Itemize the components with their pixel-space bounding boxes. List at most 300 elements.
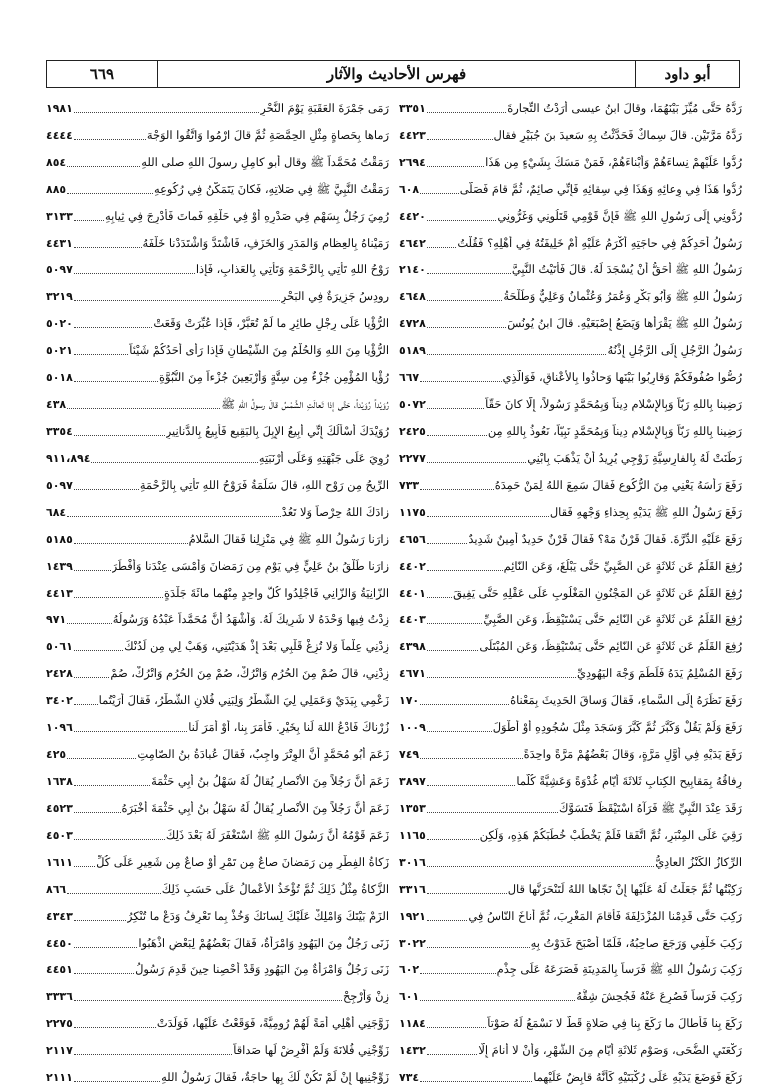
entry-text: رُدُّونِي إِلَى رَسُولِ اللهِ ﷺ فَإِنَّ قَوْمِي قَتَلُونِي وَغَرُّونِي xyxy=(497,208,742,223)
index-entry xyxy=(46,790,389,817)
leader-dots xyxy=(74,808,121,813)
entry-text: رَضِينا بِاللهِ رَبّاً وَبِالإِسْلامِ دِيناً وَبِمُحَمَّدٍ رَسُولاً، إِلَّا كانَ حَقّاً xyxy=(485,397,742,412)
hadith-number: ١٠٩٦ xyxy=(46,721,73,735)
entry-text: زَنَى رَجُلٌ وَامْرَأَةٌ مِنَ اليَهُودِ وَقَدْ أُحْصِنا حِينَ قَدِمَ رَسُولُ xyxy=(135,962,389,977)
index-entry xyxy=(46,844,389,871)
hadith-number: ٤٤٠١ xyxy=(399,586,426,600)
index-entry xyxy=(399,144,742,171)
entry-text: رَفَعَ نَظَرَهُ إِلَى السَّماءِ، فَقالَ وَساقَ الحَدِيثَ بِمَعْناهُ xyxy=(510,693,742,708)
entry-text: زَوِّجْنِي فُلانَةَ وَلَمْ أَفْرِضْ لَها صَداقاً xyxy=(233,1043,389,1058)
entry-text: رُدُّوا عَلَيْهِمْ نِساءَهُمْ وَأَبْناءَهُمْ، فَمَنْ مَسَكَ بِشَيْءٍ مِن هَذَا xyxy=(485,154,742,169)
leader-dots xyxy=(74,350,128,355)
index-entry xyxy=(399,359,742,386)
entry-text: زارَنا رَسُولُ اللهِ ﷺ فِي مَنْزِلِنا فَقالَ السَّلامُ xyxy=(188,531,389,546)
hadith-number: ٤٦٧١ xyxy=(399,667,426,681)
hadith-number: ١٠٠٩ xyxy=(399,721,426,735)
hadith-number: ٣٣٥١ xyxy=(399,101,426,115)
index-entry xyxy=(399,440,742,467)
entry-text: رَكِبَ خَلْفِي وَرَجَعَ صاحِبُهُ، فَلَمّا أَصْبَحَ غَدَوْتُ بِهِ xyxy=(530,935,742,950)
leader-dots xyxy=(74,673,110,678)
index-entry xyxy=(399,817,742,844)
left-column xyxy=(46,90,389,1086)
index-entry xyxy=(399,1059,742,1086)
index-entry xyxy=(399,575,742,602)
index-entry xyxy=(46,90,389,117)
leader-dots xyxy=(420,969,496,974)
index-entry xyxy=(46,871,389,898)
entry-text: زِدْتُ فِيها وَحْدَهُ لا شَرِيكَ لَهُ. وَأَشْهَدُ أَنَّ مُحَمَّداً عَبْدُهُ وَرَسُولُهُ xyxy=(112,612,389,627)
leader-dots xyxy=(74,135,146,140)
hadith-number: ٤٦٤٢ xyxy=(399,236,426,250)
hadith-number: ٥١٨٥ xyxy=(46,532,73,546)
leader-dots xyxy=(427,727,492,732)
index-entry xyxy=(46,709,389,736)
index-entry xyxy=(399,1032,742,1059)
leader-dots xyxy=(420,189,459,194)
index-entry xyxy=(399,952,742,979)
index-entry xyxy=(399,225,742,252)
leader-dots xyxy=(427,512,549,517)
entry-text: رَوْحُ اللهِ تَأْتِي بِالرَّحْمَةِ وَتَأْتِي بِالعَذابِ، فَإِذا xyxy=(195,262,389,277)
leader-dots xyxy=(427,1050,478,1055)
entry-text: زادَكَ اللهُ حِرْصاً وَلا تَعُدْ xyxy=(281,504,389,519)
hadith-number: ٦٠٢ xyxy=(399,963,420,977)
leader-dots xyxy=(420,754,522,759)
entry-text: رَكِبَ حَتَّى قَدِمْنا المُزْدَلِفَةَ فَأَقامَ المَغْرِبَ، ثُمَّ أَناخَ النّاسُ فِي xyxy=(468,908,742,923)
page-header xyxy=(46,60,740,88)
entry-text: رَضِينا بِاللهِ رَبّاً وَبِالإِسْلامِ دِيناً وَبِمُحَمَّدٍ نَبِيّاً، نَعُوذُ بِاللهِ مِن xyxy=(487,423,742,438)
index-entry xyxy=(46,521,389,548)
index-entry xyxy=(399,602,742,629)
index-entry xyxy=(46,332,389,359)
hadith-number: ٤٤٠٢ xyxy=(399,559,426,573)
index-entry xyxy=(399,494,742,521)
hadith-number: ٢٤٢٨ xyxy=(46,667,73,681)
index-entry xyxy=(399,871,742,898)
hadith-number: ٤٥٠٣ xyxy=(46,828,73,842)
leader-dots xyxy=(420,377,501,382)
index-entry xyxy=(46,225,389,252)
leader-dots xyxy=(74,1050,232,1055)
hadith-number: ٤٧٢٨ xyxy=(399,317,426,331)
hadith-number: ١١٨٤ xyxy=(399,1017,426,1031)
index-entry xyxy=(46,736,389,763)
leader-dots xyxy=(74,566,111,571)
entry-text: زَوَّجَنِي أَهْلِي أَمَةً لَهُمْ رُومِيَّةً، فَوَقَعْتُ عَلَيْها، فَوَلَدَتْ xyxy=(156,1016,389,1031)
entry-text: رَكْعَتَيِ الضُّحَى، وَصَوْمِ ثَلاثَةِ أَيّامٍ مِنَ الشَّهْرِ، وَأَنْ لا أَنامَ إِلَّا xyxy=(478,1043,742,1058)
hadith-number: ٣٤٠٢ xyxy=(46,694,73,708)
hadith-number: ٤٤٣١ xyxy=(46,236,73,250)
entry-text: زِدْنِي، قالَ صُمْ مِنَ الحُرُمِ وَاتْرُكْ، صُمْ مِنَ الحُرُمِ وَاتْرُكْ، صُمْ xyxy=(110,666,389,681)
leader-dots xyxy=(427,835,479,840)
index-entry xyxy=(46,628,389,655)
index-entry xyxy=(399,790,742,817)
index-entry xyxy=(46,171,389,198)
index-entry xyxy=(399,898,742,925)
hadith-number: ٤٤٥٠ xyxy=(46,936,73,950)
hadith-number: ٤٤٠٣ xyxy=(399,613,426,627)
leader-dots xyxy=(74,1023,156,1028)
leader-dots xyxy=(427,404,484,409)
entry-text: رَدَّهُ حَتَّى مُيِّزَ بَيْنَهُمَا، وقالَ ابنُ عيسى أَرَدْتُ التِّجارةَ xyxy=(507,100,742,115)
leader-dots xyxy=(427,323,506,328)
leader-dots xyxy=(74,377,158,382)
hadith-number: ١٦١١ xyxy=(46,855,73,869)
index-entry xyxy=(46,763,389,790)
index-entry xyxy=(46,467,389,494)
entry-text: زَعْمِي بِيَدَيْ وَعَمَلِي لِيَ الشَّطْرُ وَلِبَنِي فُلانٍ الشَّطْرُ، فَقالَ أَرَيْتُما xyxy=(98,693,389,708)
leader-dots xyxy=(427,135,493,140)
entry-text: رَكِبَ رَسُولُ اللهِ ﷺ فَرَساً بِالمَدِينَةِ فَصَرَعَهُ عَلَى جِذْمٍ xyxy=(496,962,742,977)
hadith-number: ٤٤٢٠ xyxy=(399,209,426,223)
hadith-number: ٤٣٨ xyxy=(46,398,67,412)
index-entry xyxy=(46,305,389,332)
entry-text: رَماها بِحَصاةٍ مِثْلِ الحِمَّصَةِ ثُمَّ قالَ ارْمُوا وَاتَّقُوا الوَجْهَ xyxy=(146,127,389,142)
index-entry xyxy=(46,655,389,682)
entry-text: رَدَّهُ مَرَّتَيْنِ. قالَ سِماكٌ فَحَدَّثْتُ بِهِ سَعيدَ بنَ جُبَيْرٍ فقال xyxy=(493,127,742,142)
entry-text: الرُّؤْيا مِنَ اللهِ وَالحُلْمُ مِنَ الشَّيْطانِ فَإِذا رَأَى أَحَدُكُمْ شَيْئاً xyxy=(129,343,389,358)
index-entry xyxy=(399,682,742,709)
entry-text: زَكاةُ الفِطْرِ مِن رَمَضانَ صاعٌ مِن تَمْرٍ أَوْ صاعٌ مِن شَعِيرٍ عَلَى كُلِّ xyxy=(96,854,389,869)
leader-dots xyxy=(74,593,163,598)
entry-text: الزَّكاةُ مِثْلُ ذَلِكَ ثُمَّ تُؤْخَذُ الأَعْمالُ عَلَى حَسَبِ ذَلِكَ xyxy=(161,881,389,896)
hadith-number: ٤٤٢٣ xyxy=(399,128,426,142)
leader-dots xyxy=(420,485,494,490)
index-entry xyxy=(46,817,389,844)
hadith-number: ٧٤٩ xyxy=(399,748,420,762)
index-entry xyxy=(399,278,742,305)
entry-text: زِنْ وَأَرْجِحْ xyxy=(342,989,389,1004)
leader-dots xyxy=(67,189,153,194)
entry-text: الزَمْ بَيْتَكَ وَامْلِكْ عَلَيْكَ لِسانَكَ وَخُذْ بِما تَعْرِفُ وَدَعْ ما تُنْكِرُ xyxy=(126,908,389,923)
hadith-number: ٣٠١٦ xyxy=(399,855,426,869)
leader-dots xyxy=(427,646,479,651)
leader-dots xyxy=(420,1077,532,1082)
hadith-number: ٣٨٩٧ xyxy=(399,774,426,788)
entry-text: رَمَى جَمْرَةَ العَقَبَةِ يَوْمَ النَّحْرِ xyxy=(260,100,389,115)
entry-text: رَفَعَ وَلَمْ يَقُلْ وَكَبَّرَ ثُمَّ كَبَّرَ وَسَجَدَ مِثْلَ سُجُودِهِ أَوْ أَطْوَلَ xyxy=(492,720,742,735)
hadith-number: ١١٧٥ xyxy=(399,505,426,519)
hadith-number: ٧٣٤ xyxy=(399,1071,420,1085)
hadith-number: ٢٤٢٥ xyxy=(399,424,426,438)
index-entry xyxy=(46,386,389,413)
leader-dots xyxy=(74,108,259,113)
leader-dots xyxy=(427,269,511,274)
leader-dots xyxy=(427,431,487,436)
hadith-number: ٣٣٣٦ xyxy=(46,990,73,1004)
entry-text: الرِّيحُ مِن رَوْحِ اللهِ، قالَ سَلَمَةُ فَرَوْحُ اللهِ تَأْتِي بِالرَّحْمَةِ xyxy=(139,477,389,492)
index-entry xyxy=(46,952,389,979)
hadith-number: ١٧٠ xyxy=(399,694,420,708)
index-entry xyxy=(399,521,742,548)
leader-dots xyxy=(67,512,281,517)
entry-text: زَعَمَ قَوْمُهُ أَنَّ رَسُولَ اللهِ ﷺ اسْتَغْفَرَ لَهُ بَعْدَ ذَلِكَ xyxy=(165,827,389,842)
entry-text: رُؤْيا المُؤْمِنِ جُزْءٌ مِن سِتَّةٍ وَأَرْبَعِينَ جُزْءاً مِنَ النُّبُوَّةِ xyxy=(159,370,389,385)
entry-text: زَعَمَ أَنَّ رَجُلاً مِنَ الأَنْصارِ يُقالُ لَهُ سَهْلُ بنُ أَبِي حَثْمَةَ xyxy=(151,773,389,788)
hadith-number: ٢٢٧٥ xyxy=(46,1017,73,1031)
index-entry xyxy=(399,548,742,575)
entry-text: زِدْنِي عِلْماً وَلا تُزِغْ قَلْبِي بَعْدَ إِذْ هَدَيْتَنِي، وَهَبْ لِي مِن لَدُنْكَ xyxy=(124,639,389,654)
leader-dots xyxy=(67,754,136,759)
index-entry xyxy=(399,386,742,413)
index-entry xyxy=(399,467,742,494)
index-entry xyxy=(46,413,389,440)
hadith-number: ١٤٣٢ xyxy=(399,1044,426,1058)
index-entry xyxy=(46,440,389,467)
index-entry xyxy=(46,494,389,521)
index-entry xyxy=(46,925,389,952)
hadith-number: ٣٣١٦ xyxy=(399,882,426,896)
entry-text: الرُّؤْيا عَلَى رِجْلِ طائِرٍ ما لَمْ تُعَبَّرْ، فَإِذا عُبِّرَتْ وَقَعَتْ xyxy=(153,316,389,331)
leader-dots xyxy=(74,1077,160,1082)
hadith-number: ٢١١١ xyxy=(46,1071,73,1085)
index-entry xyxy=(399,978,742,1005)
index-entry xyxy=(399,844,742,871)
index-entry xyxy=(46,198,389,225)
entry-text: الزّانِيَةُ وَالزّانِي فَاجْلِدُوا كُلَّ واحِدٍ مِنْهُما مائَةَ جَلْدَةٍ xyxy=(164,585,389,600)
leader-dots xyxy=(74,862,95,867)
leader-dots xyxy=(91,458,257,463)
index-entry xyxy=(46,548,389,575)
page-number: ٦٦٩ xyxy=(47,61,158,87)
index-entry xyxy=(46,898,389,925)
leader-dots xyxy=(74,969,134,974)
hadith-number: ٣٢١٩ xyxy=(46,290,73,304)
leader-dots xyxy=(74,835,165,840)
index-entry xyxy=(399,305,742,332)
entry-text: رَفَعَ يَدَيْهِ فِي أَوَّلِ مَرَّةٍ، وَقالَ بَعْضُهُمْ مَرَّةً واحِدَةً xyxy=(523,747,742,762)
entry-text: زُرْناكَ فَادْعُ اللهَ لَنا بِخَيْرٍ. فَأَمَرَ بِنا، أَوْ أَمَرَ لَنا xyxy=(188,720,389,735)
entry-text: رَفَعَ المُسْلِمُ يَدَهُ فَلَطَمَ وَجْهَ اليَهُودِيِّ xyxy=(577,666,742,681)
hadith-number: ١١٦٥ xyxy=(399,828,426,842)
hadith-number: ٥٠٩٧ xyxy=(46,478,73,492)
entry-text: زَنَى رَجُلٌ مِنَ اليَهُودِ وَامْرَأَةٌ، فَقالَ بَعْضُهُمْ لِبَعْضٍ اذْهَبُوا xyxy=(138,935,389,950)
index-entry xyxy=(399,198,742,225)
leader-dots xyxy=(427,781,516,786)
leader-dots xyxy=(74,916,126,921)
leader-dots xyxy=(74,727,187,732)
entry-text: رَكِبْتُها ثُمَّ جَعَلْتُ لَهُ عَلَيْها إِنْ نَجّاها اللهُ لَتَنْحَرَنَّها قال xyxy=(507,881,742,896)
hadith-number: ٩١١،٨٩٤ xyxy=(46,451,91,465)
leader-dots xyxy=(74,323,153,328)
hadith-number: ٩٧١ xyxy=(46,613,67,627)
leader-dots xyxy=(74,539,188,544)
hadith-number: ٨٥٤ xyxy=(46,155,67,169)
index-entry xyxy=(399,655,742,682)
leader-dots xyxy=(427,1023,486,1028)
entry-text: رَسُولُ أَحَدِكُمْ فِي حاجَتِهِ أَكْرَمُ عَلَيْهِ أَمْ خَلِيفَتُهُ فِي أَهْلِهِ؟ فَقُلْتُ xyxy=(457,235,742,250)
leader-dots xyxy=(427,243,456,248)
index-entry xyxy=(399,925,742,952)
hadith-number: ٧٣٣ xyxy=(399,478,420,492)
leader-dots xyxy=(427,808,558,813)
index-entry xyxy=(399,90,742,117)
entry-text: رَكَعَ بِنا فَأَطالَ ما رَكَعَ بِنا فِي صَلاةٍ قَطُّ لا نَسْمَعُ لَهُ صَوْتاً xyxy=(487,1016,742,1031)
hadith-number: ٨٨٥ xyxy=(46,182,67,196)
entry-text: رَسُولُ الرَّجُلِ إِلَى الرَّجُلِ إِذْنُهُ xyxy=(607,343,742,358)
index-entry xyxy=(46,144,389,171)
hadith-number: ١٤٣٩ xyxy=(46,559,73,573)
index-entry xyxy=(399,171,742,198)
entry-text: زَوِّجْنِيها إِنْ لَمْ تَكُنْ لَكَ بِها حاجَةٌ، فَقالَ رَسُولُ اللهِ xyxy=(161,1070,389,1085)
leader-dots xyxy=(427,943,530,948)
index-entry xyxy=(46,682,389,709)
index-entry xyxy=(46,1059,389,1086)
index-columns xyxy=(46,90,742,1086)
hadith-number: ٤٣٤٣ xyxy=(46,909,73,923)
leader-dots xyxy=(67,404,220,409)
hadith-number: ٤٤٥١ xyxy=(46,963,73,977)
entry-text: رَطَنَتْ لَهُ بِالفارِسِيَّةِ زَوْجِي يُرِيدُ أَنْ يَذْهَبَ بِابْنِي xyxy=(527,450,742,465)
leader-dots xyxy=(74,943,138,948)
entry-text: رَكِبَ فَرَساً فَصُرِعَ عَنْهُ فَجُحِشَ شِقُّهُ xyxy=(576,989,742,1004)
leader-dots xyxy=(427,162,484,167)
leader-dots xyxy=(67,619,112,624)
entry-text: رُوِيَ عَلَى جَبْهَتِهِ وَعَلَى أَرْنَبَتِهِ xyxy=(258,450,389,465)
leader-dots xyxy=(74,269,195,274)
entry-text: رَسُولُ اللهِ ﷺ وَأَبُو بَكْرٍ وَعُمَرُ وَعُثْمانُ وَعَلِيٌّ وَطَلْحَةُ xyxy=(503,289,742,304)
book-name: أبو داود xyxy=(664,65,711,83)
hadith-number: ٥٠١٨ xyxy=(46,371,73,385)
entry-text: رَقَدَ عِنْدَ النَّبِيِّ ﷺ فَرَآهُ اسْتَيْقَظَ فَتَسَوَّكَ xyxy=(559,800,742,815)
leader-dots xyxy=(427,619,482,624)
leader-dots xyxy=(74,700,98,705)
index-entry xyxy=(399,252,742,279)
entry-text: رُفِعَ القَلَمُ عَن ثَلاثَةٍ عَنِ المَجْنُونِ المَغْلُوبِ عَلَى عَقْلِهِ حَتَّى يَفِيقَ xyxy=(453,585,742,600)
leader-dots xyxy=(427,539,468,544)
leader-dots xyxy=(74,431,165,436)
leader-dots xyxy=(74,243,142,248)
hadith-number: ٦٨٤ xyxy=(46,505,67,519)
leader-dots xyxy=(427,673,576,678)
index-entry xyxy=(46,117,389,144)
entry-text: رُفِعَ القَلَمُ عَن ثَلاثَةٍ عَنِ الصَّبِيِّ حَتَّى يَبْلُغَ، وَعَنِ النّائِمِ xyxy=(503,558,742,573)
entry-text: زارَنا طَلْقُ بنُ عَلِيٍّ فِي يَوْمٍ مِن رَمَضانَ وَأَمْسَى عِنْدَنا وَأَفْطَرَ xyxy=(111,558,389,573)
leader-dots xyxy=(67,889,161,894)
entry-text: رُفِعَ القَلَمُ عَن ثَلاثَةٍ عَنِ النّائِمِ حَتَّى يَسْتَيْقِظَ، وَعَنِ الصَّبِيِّ xyxy=(483,612,742,627)
index-entry xyxy=(46,1032,389,1059)
hadith-number: ٣١٣٣ xyxy=(46,209,73,223)
entry-text: زَعَمَ أَبُو مُحَمَّدٍ أَنَّ الوِتْرَ واجِبٌ، فَقالَ عُبادَةُ بنُ الصّامِتِ xyxy=(137,747,389,762)
hadith-number: ٦٠١ xyxy=(399,990,420,1004)
entry-text: رُفِعَ القَلَمُ عَن ثَلاثَةٍ عَنِ النّائِمِ حَتَّى يَسْتَيْقِظَ، وَعَنِ المُبْتَلَى xyxy=(479,639,742,654)
entry-text: رَكَعَ فَوَضَعَ يَدَيْهِ عَلَى رُكْبَتَيْهِ كَأَنَّهُ قابِضٌ عَلَيْهِما xyxy=(533,1070,742,1085)
entry-text: رَقِيَ عَلَى المِنْبَرِ، ثُمَّ اتَّفَقا فَلَمْ يَخْطُبْ خُطَبَكُمْ هَذِهِ، وَلَكِن xyxy=(479,827,742,842)
index-entry xyxy=(46,252,389,279)
hadith-number: ٥١٨٩ xyxy=(399,344,426,358)
entry-text: رُصُّوا صُفُوفَكُمْ وَقارِبُوا بَيْنَها وَحاذُوا بِالأَعْناقِ، فَوَالَّذِي xyxy=(502,370,742,385)
index-entry xyxy=(46,978,389,1005)
entry-text: الرِّكازُ الكَنْزُ العادِيُّ xyxy=(655,854,742,869)
leader-dots xyxy=(74,485,139,490)
leader-dots xyxy=(67,162,140,167)
leader-dots xyxy=(74,216,104,221)
index-entry xyxy=(399,709,742,736)
entry-text: رَفَعَ عَلَيْهِ الدِّرَّةَ. فَقالَ قَرْنٌ مَهْ؟ فَقالَ قَرْنٌ حَدِيدٌ أَمِينٌ شَدِيدٌ xyxy=(468,531,742,546)
hadith-number: ٢٢٧٧ xyxy=(399,451,426,465)
index-entry xyxy=(399,117,742,144)
index-entry xyxy=(399,413,742,440)
hadith-number: ٥٠٧٢ xyxy=(399,398,426,412)
entry-text: رودِسُ جَزِيرَةٌ فِي البَحْرِ xyxy=(280,289,389,304)
entry-text: رَفَعَ رَسُولُ اللهِ ﷺ يَدَيْهِ بِحِذاءِ وَجْهِهِ فَقال xyxy=(549,504,742,519)
hadith-number: ١٦٣٨ xyxy=(46,774,73,788)
hadith-number: ٦٠٨ xyxy=(399,182,420,196)
entry-text: زَعَمَ أَنَّ رَجُلاً مِنَ الأَنْصارِ يُقالُ لَهُ سَهْلُ بنُ أَبِي حَثْمَةَ أَخْبَرَهُ xyxy=(121,800,389,815)
hadith-number: ٥٠٢٠ xyxy=(46,317,73,331)
hadith-number: ٦٦٧ xyxy=(399,371,420,385)
entry-text: رَمَقْتُ مُحَمَّداً ﷺ وقال أبو كامِلٍ رسولَ اللهِ صلى اللهِ xyxy=(141,154,389,169)
index-entry xyxy=(399,1005,742,1032)
entry-text: رَمَيْناهُ بِالعِظامِ وَالمَدَرِ وَالخَزَفِ، فَاشْتَدَّ وَاشْتَدَدْنا خَلْفَهُ xyxy=(142,235,389,250)
leader-dots xyxy=(427,458,526,463)
leader-dots xyxy=(74,996,342,1001)
entry-text: رَسُولُ اللهِ ﷺ يَقْرَأُها وَيَضَعُ إِصْبَعَيْهِ. قالَ ابنُ يُونُسَ xyxy=(507,316,742,331)
leader-dots xyxy=(427,216,497,221)
leader-dots xyxy=(74,781,150,786)
hadith-number: ٥٠٦١ xyxy=(46,640,73,654)
hadith-number: ١٣٥٣ xyxy=(399,801,426,815)
entry-text: رُمِيَ رَجُلٌ بِسَهْمٍ فِي صَدْرِهِ أَوْ فِي حَلْقِهِ فَماتَ فَأُدْرِجَ فِي ثِيابِهِ xyxy=(105,208,389,223)
leader-dots xyxy=(427,350,607,355)
entry-text: رَفَعَ رَأْسَهُ يَعْنِي مِنَ الرُّكُوعِ فَقالَ سَمِعَ اللهُ لِمَنْ حَمِدَهُ xyxy=(494,477,742,492)
index-entry xyxy=(46,359,389,386)
hadith-number: ٤٤٤٤ xyxy=(46,128,73,142)
hadith-number: ٤٦٥٦ xyxy=(399,532,426,546)
hadith-number: ٤٦٤٨ xyxy=(399,290,426,304)
leader-dots xyxy=(74,646,123,651)
leader-dots xyxy=(427,296,503,301)
index-entry xyxy=(399,763,742,790)
hadith-number: ٨٦٦ xyxy=(46,882,67,896)
hadith-number: ٣٣٥٤ xyxy=(46,424,73,438)
hadith-number: ١٩٨١ xyxy=(46,101,73,115)
hadith-number: ٣٠٢٢ xyxy=(399,936,426,950)
hadith-number: ٤٢٥ xyxy=(46,748,67,762)
index-entry xyxy=(46,278,389,305)
entry-text: رُوَيْداً رُوَيْداً، حَتَّى إِذا تَعالَتِ الشَّمْسُ قالَ رسولُ اللهِ ﷺ xyxy=(221,397,389,412)
hadith-number: ٥٠٩٧ xyxy=(46,263,73,277)
hadith-number: ١٩٢١ xyxy=(399,909,426,923)
hadith-number: ٤٣٩٨ xyxy=(399,640,426,654)
hadith-number: ٥٠٢١ xyxy=(46,344,73,358)
right-column xyxy=(399,90,742,1086)
hadith-number: ٢١٤٠ xyxy=(399,263,426,277)
index-entry xyxy=(46,602,389,629)
index-entry xyxy=(399,332,742,359)
entry-text: رَمَقْتُ النَّبِيَّ ﷺ فِي صَلاتِهِ، فَكانَ يَتَمَكَّنُ فِي رُكُوعِهِ xyxy=(153,181,389,196)
leader-dots xyxy=(427,566,503,571)
leader-dots xyxy=(420,996,575,1001)
leader-dots xyxy=(427,108,506,113)
hadith-number: ٢١١٧ xyxy=(46,1044,73,1058)
entry-text: رَسُولُ اللهِ ﷺ أَحَقُّ أَنْ يُسْجَدَ لَهُ. قالَ فَأَتَيْتُ النَّبِيَّ xyxy=(511,262,742,277)
leader-dots xyxy=(420,700,509,705)
hadith-number: ٤٥٢٣ xyxy=(46,801,73,815)
index-entry xyxy=(46,1005,389,1032)
index-entry xyxy=(46,575,389,602)
entry-text: رِفاقُهُ بِمَقابِيحِ الكِتابِ ثَلاثَةَ أَيّامٍ غُدْوَةً وَعَشِيَّةً كُلَّما xyxy=(516,773,742,788)
index-entry xyxy=(399,628,742,655)
entry-text: رُوَيْدَكَ أَسْأَلُكَ إِنِّي أَبِيعُ الإِبِلَ بِالبَقِيعِ فَأَبِيعُ بِالدَّنانِيرِ xyxy=(165,423,389,438)
leader-dots xyxy=(427,916,468,921)
leader-dots xyxy=(427,862,654,867)
hadith-number: ٤٤١٣ xyxy=(46,586,73,600)
leader-dots xyxy=(427,889,507,894)
index-entry xyxy=(399,736,742,763)
leader-dots xyxy=(74,296,280,301)
hadith-number: ٢٦٩٤ xyxy=(399,155,426,169)
